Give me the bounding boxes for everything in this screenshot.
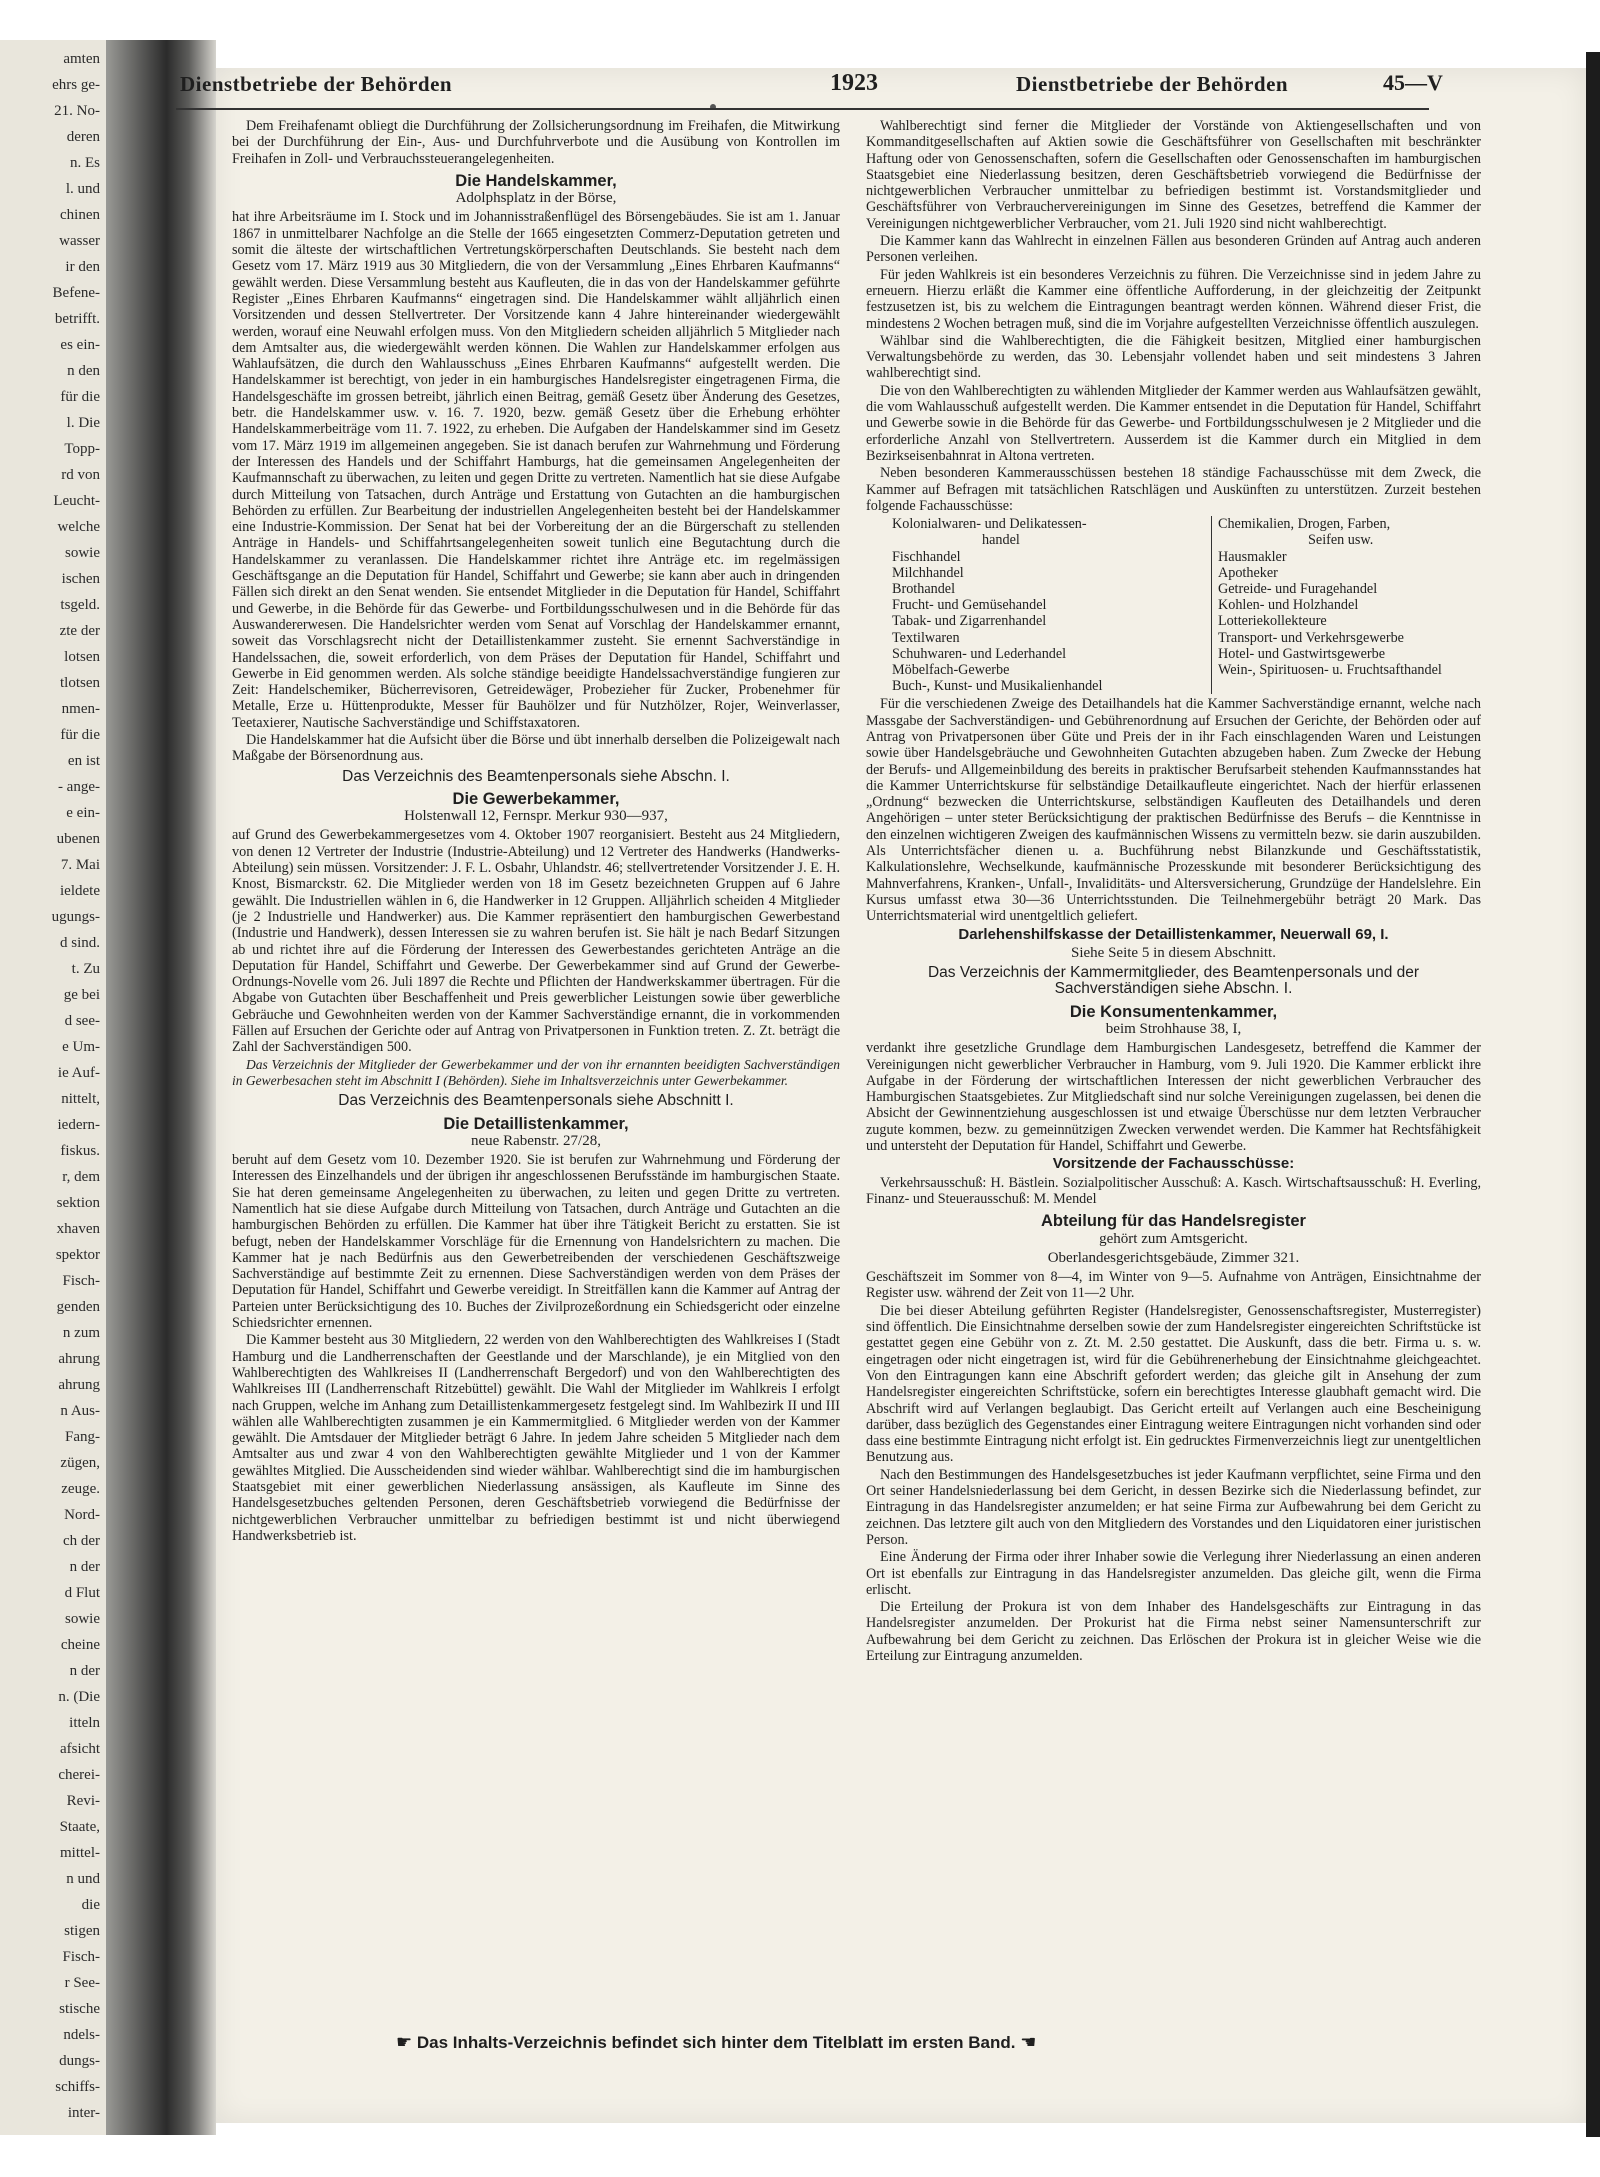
fachausschuesse-list [892,516,1481,694]
handelsregister-text-4: Die Erteilung der Prokura ist von dem Inhaber des Handelsgeschäfts zur Eintragung in das Handelsregister anzumelden. Der Prokurist hat die Firma nebst seiner Namensunterschrift zur Aufbewahrung bei dem Gericht zu zeichnen. Das Erlöschen der Prokura ist in gleicher Weise wie die Erteilung zur Eintragung anzumelden. [866,1599,1481,1664]
handelskammer-text-2: Die Handelskammer hat die Aufsicht über die Börse und übt innerhalb derselben die Polizeigewalt nach Maßgabe der Börsenordnung aus. [232,731,840,765]
fachausschuss-item: Getreide- und Furagehandel [1218,580,1378,597]
fachausschuss-item: Kolonialwaren- und Delikatessen- [892,516,1087,533]
margin-fragment: n der [69,1663,100,1679]
gewerbekammer-title: Die Gewerbekammer, [452,789,620,808]
handelsregister-title: Abteilung für das Handelsregister [1041,1212,1306,1231]
margin-fragment: cherei- [58,1767,100,1783]
margin-fragment: tlotsen [60,675,100,691]
running-header-left: Dienstbetriebe der Behörden [180,72,453,96]
margin-fragment: mittel- [60,1845,100,1861]
margin-fragment: n Aus- [60,1403,100,1419]
margin-fragment: stigen [64,1923,100,1939]
margin-fragment: genden [56,1299,100,1315]
margin-fragment: Nord- [64,1507,100,1523]
left-page-margin [0,40,106,2135]
margin-fragment: r See- [64,1975,100,1991]
gewerbekammer-note: Das Verzeichnis der Mitglieder der Gewerbekammer und der von ihr ernannten beeidigten Sachverständigen in Gewerbesachen steht im Abschnitt I (Behörden). Siehe im Inhaltsverzeichnis unter Gewerbekammer. [232,1056,840,1088]
book-gutter [106,40,216,2135]
fachausschuss-item: Hausmakler [1218,548,1287,565]
margin-fragment: wasser [59,233,100,249]
margin-fragment: ehrs ge- [52,77,100,93]
margin-fragment: betrifft. [54,311,100,327]
handelsregister-text-2: Nach den Bestimmungen des Handelsgesetzbuches ist jeder Kaufmann verpflichtet, seine Firma und den Ort seiner Handelsniederlassung bei dem Gericht, in dessen Bezirke sich die Niederlassung befindet, zur Eintragung in das Handelsregister anzumelden; er hat seine Firma zur Aufbewahrung bei dem Gericht zu zeichnen. Das letztere gilt auch von den Mitgliedern des Vorstandes und den Liquidatoren einer juristischen Person. [866,1466,1481,1548]
fachausschuesse-list-left [892,516,1212,694]
margin-fragment: spektor [55,1247,100,1263]
margin-fragment: cheine [60,1637,100,1653]
margin-fragment: chinen [60,207,100,223]
margin-fragment: Topp- [64,441,100,457]
fachausschuesse-vorsitzende-heading: Vorsitzende der Fachausschüsse: [1052,1155,1295,1173]
margin-fragment: für die [60,727,100,743]
margin-fragment: n der [69,1559,100,1575]
fachausschuss-item: Möbelfach-Gewerbe [892,661,1010,678]
fachausschuss-item: Frucht- und Gemüsehandel [892,597,1047,614]
gewerbekammer-address: Holstenwall 12, Fernspr. Merkur 930—937, [404,808,668,825]
margin-fragment: n zum [62,1325,100,1341]
pointing-hand-left-icon: ☚ [1020,2032,1037,2052]
gewerbekammer-text: auf Grund des Gewerbekammergesetzes vom 4. Oktober 1907 reorganisiert. Besteht aus 24 Mitgliedern, von denen 12 Vertreter der Industrie (Industrie-Abteilung) und 12 Vertreter des Handwerks (Handwerks-Abteilung) sein müssen. Vorsitzender: J. F. L. Osbahr, Uhlandstr. 46; stellvertretender Vorsitzender J. E. H. Knost, Bismarckstr. 62. Die Mitglieder werden von 18 im Gesetz bezeichneten Gruppen auf 6 Jahre gewählt. Die Industriellen wählen in 6, die Handwerker in 12 Gruppen. Alljährlich scheiden 4 Mitglieder (je 2 Industrielle und Handwerker) aus. Die Kammer repräsentiert den hamburgischen Gewerbestand (Industrie und Handwerk), dessen Interessen sie zu wahren berufen ist. Sie hält je nach Bedarf Sitzungen ab und richtet ihre auf die Förderung der Interessen des Gewerbestandes gerichteten Anträge an die Deputation für Handel, Schiffahrt und Gewerbe. Der Gewerbekammer sind auf Grund der Gewerbe-Ordnungs-Novelle vom 26. Juli 1897 die Rechte und Pflichten der Handwerkskammer übertragen. Für die Abgabe von Gutachten über Beschaffenheit und Preis gewerblicher Leistungen sowie über gewerbliche Gebräuche und Gewohnheiten werden von der Kammer Sachverständige ernannt, die in vorkommenden Fällen auf Ersuchen der Gerichte oder auf Antrag von Privatpersonen in Funktion treten. Z. Zt. beträgt die Zahl der Sachverständigen 500. [232,827,840,1056]
page-number: 45—V [1383,70,1443,95]
handelskammer-title: Die Handelskammer, [455,171,617,190]
fachausschuss-item: Buch-, Kunst- und Musikalienhandel [892,678,1103,695]
margin-fragment: sowie [65,545,100,561]
margin-fragment: ubenen [56,831,100,847]
margin-fragment: ugungs- [51,909,100,925]
column-left [232,118,840,1545]
margin-fragment: rd von [61,467,100,483]
fachausschuss-item: Textilwaren [892,629,960,646]
margin-fragment: e ein- [66,805,100,821]
handelskammer-text: hat ihre Arbeitsräume im I. Stock und im Johannisstraßenflügel des Börsengebäudes. Sie ist am 1. Januar 1867 in unmittelbarer Nachfolge an die Stelle der 1665 eingesetzten Commerz-Deputation getreten und somit die älteste der wirtschaftlichen Vertretungskörperschaften Deutschlands. Sie besteht nach dem Gesetz vom 17. März 1919 aus 30 Mitgliedern, die von der Versammlung „Eines Ehrbaren Kaufmanns“ gewählt werden. Diese Versammlung besteht aus Kaufleuten, die in das von der Handelskammer geführte Register „Eines Ehrbaren Kaufmanns“ eingetragen sind. Die Handelskammer wählt alljährlich einen Vorsitzenden und dessen Stellvertreter. Der Vorsitzende kann 4 Jahre hintereinander wiedergewählt werden, worauf eine Neuwahl erfolgen muss. Von den Mitgliedern scheiden alljährlich 5 Mitglieder nach dem Amtsalter aus, die wiedergewählt werden können. Die Wahlen zur Handelskammer erfolgen aus Wahlaufsätzen, die durch den Wahlausschuss „Eines Ehrbaren Kaufmanns“ aufgestellt werden. Die Handelskammer ist berechtigt, von jeder in ein hamburgisches Handelsregister eingetragenen Firma, die Handelsgeschäfte im grossen betreibt, jährlich einen Beitrag, gemäß Gesetz über Änderung des Gesetzes, betr. die Handelskammer usw. v. 16. 7. 1920, bezw. gemäß Gesetz über die Erhebung erhöhter Handelskammerbeiträge vom 11. 7. 1922, zu erheben. Die Aufgaben der Handelskammer sind im Gesetz vom 17. März 1919 im allgemeinen angegeben. Sie ist danach berufen zur Wahrnehmung und Förderung der Interessen des Handels und der Schiffahrt Hamburgs, hat die gemeinsamen Angelegenheiten der Kaufmannschaft zu überwachen, zu leiten und gegen Dritte zu vertreten. Namentlich hat sie diese Aufgabe durch Mitteilung von Tatsachen, durch Anträge und Erstattung von Gutachten an die hamburgischen Behörden zu erfüllen. Zur Bearbeitung der industriellen Angelegenheiten besteht bei der Handelskammer eine Industrie-Kommission. Der Senat hat bei der Vorbereitung der an die Bürgerschaft zu stellenden Anträge in Handels- und Schiffahrtsangelegenheiten soweit tunlich eine Begutachtung durch die Handelskammer zu veranlassen. Die Handelskammer richtet ihre Anträge etc. im regelmässigen Geschäftsgange an die Deputation für Handel, Schiffahrt und Gewerbe; sie kann aber auch in dringenden Fällen sich direkt an den Senat wenden. Sie entsendet Mitglieder in die Deputation für Handel, Schiffahrt und Gewerbe, in die Behörde für das Gewerbe- und Fortbildungsschulwesen und in die Behörde für das Auswandererwesen. Die Handelsrichter werden vom Senat auf Vorschlag der Handelskammer ernannt, soweit das Vorschlagsrecht nicht der Detaillistenkammer zusteht. Sie ernennt Sachverständige in Handelssachen, die, soweit erforderlich, von dem Präses der Deputation für Handel, Schiffahrt und Gewerbe in Eid genommen werden. Als solche ständige beeidigte Handelssachverständige fungieren zur Zeit: Handelschemiker, Bücherrevisoren, Getreidewäger, Probezieher für Zucker, Probenehmer für Metalle, Erze u. Hüttenprodukte, Messer für Bauhölzer und für Nutzhölzer, Rojer, Weinverlasser, Teetaxierer, Nautische Sachverständige und Schiffstaxatoren. [232,209,840,731]
margin-fragment: Fisch- [62,1273,100,1289]
margin-fragment: ahrung [58,1377,100,1393]
handelskammer-address: Adolphsplatz in der Börse, [455,190,617,207]
margin-fragment: n. Es [70,155,100,171]
fachausschuesse-list-right [1218,516,1446,694]
fachausschuss-item: Lotteriekollekteure [1218,613,1327,630]
gewerbekammer-reference: Das Verzeichnis des Beamtenpersonals siehe Abschnitt I. [338,1092,734,1110]
margin-fragment: d Flut [64,1585,100,1601]
darlehenskasse-heading: Darlehenshilfskasse der Detaillistenkammer, Neuerwall 69, I. [958,925,1389,943]
margin-fragment: - ange- [57,779,100,795]
fachausschuss-item: Milchhandel [892,564,964,581]
handelsregister-hours: Geschäftszeit im Sommer von 8—4, im Winter von 9—5. Aufnahme von Anträgen, Einsichtnahme der Register usw. während der Zeit von 11—2 Uhr. [866,1269,1481,1302]
handelsregister-location: Oberlandesgerichtsgebäude, Zimmer 321. [1047,1249,1300,1266]
konsumentenkammer-address: beim Strohhause 38, I, [1105,1021,1242,1037]
footer-text: Das Inhalts-Verzeichnis befindet sich hinter dem Titelblatt im ersten Band. [416,2033,1016,2052]
margin-fragment: iedern- [57,1117,100,1133]
verzeichnis-text: Für jeden Wahlkreis ist ein besonderes Verzeichnis zu führen. Die Verzeichnisse sind in jedem Jahre zu erneuern. Hierzu erläßt die Kammer eine öffentliche Aufforderung, in der gleichzeitig der Zeitpunkt festzusetzen ist, bis zu welchem die Eintragungen beantragt werden können. Während dieser Frist, die mindestens 2 Wochen betragen muß, sind die im Vorjahre aufgestellten Verzeichnisse öffentlich auszulegen. [866,266,1481,332]
margin-fragment: ie Auf- [57,1065,100,1081]
fachausschuss-item: Fischhandel [892,548,961,565]
fachausschuss-item: Kohlen- und Holzhandel [1218,597,1359,614]
fachausschuesse-vorsitzende: Verkehrsausschuß: H. Bästlein. Sozialpolitischer Ausschuß: A. Kasch. Wirtschaftsausschuß: H. Everling, Finanz- und Steuerausschuß: M. Mendel [866,1174,1481,1207]
margin-fragment: amten [63,51,100,67]
margin-fragment: nmen- [61,701,100,717]
margin-fragment: fiskus. [60,1143,100,1159]
margin-fragment: Fang- [65,1429,100,1445]
margin-fragment: ieldete [60,883,100,899]
margin-fragment: für die [60,389,100,405]
margin-fragment: d sind. [59,935,100,951]
margin-fragment: zügen, [60,1455,100,1471]
running-header-year: 1923 [830,70,878,96]
margin-fragment: ahrung [58,1351,100,1367]
fachausschuss-item: Transport- und Verkehrsgewerbe [1218,629,1404,646]
wahlberechtigt-text: Wahlberechtigt sind ferner die Mitglieder der Vorstände von Aktiengesellschaften und von Kommanditgesellschaften auf Aktien sowie die Geschäftsführer von Gesellschaften mit beschränkter Haftung oder von Genossenschaften, sofern die Gesellschaften oder Genossenschaften im hamburgischen Staatsgebiet eine Niederlassung besitzen, deren Geschäftsbetrieb vorwiegend die Bedürfnisse der nichtgewerblichen Verbraucher unmittelbar zu befriedigen bestimmt ist. Vorstandsmitglieder und Geschäftsführer von Verbrauchervereinigungen im Sinne des Gesetzes, betreffend die Kammer der Vereinigungen nichtgewerblicher Verbraucher, vom 21. Juli 1920 sind nicht wahlberechtigt. [866,118,1481,232]
margin-fragment: 21. No- [54,103,100,119]
detaillistenkammer-text-2: Die Kammer besteht aus 30 Mitgliedern, 22 werden von den Wahlberechtigten des Wahlkreises I (Stadt Hamburg und die Landherrenschaften der Geestlande und der Marschlande), je ein Mitglied von den Wahlberechtigten des Wahlkreises II (Landherrenschaft Bergedorf) und von den Wahlberechtigten des Wahlkreises III (Landherrenschaft Ritzebüttel) gewählt. Die Wahl der Mitglieder im Wahlkreis I erfolgt nach Gruppen, welche im Anhang zum Detaillistenkammergesetz festgelegt sind. Im Wahlbezirk II und III wählen alle Wahlberechtigten zusammen je ein Kammermitglied. 6 Mitglieder werden von der Kammer gewählt. Die Amtsdauer der Mitglieder beträgt 6 Jahre. In jedem Jahre scheiden 5 Mitglieder nach dem Amtsalter aus und zwar 4 von den Wahlberechtigten gewählte Mitglieder und 1 von der Kammer gewähltes Mitglied. Die Ausscheidenden sind wieder wählbar. Wahlberechtigt sind die im hamburgischen Staatsgebiet mit einer gewerblichen Niederlassung ansässigen, als Kaufleute im Sinne des Handelsgesetzbuches geltenden Personen, deren Geschäftsbetrieb vorwiegend die Bedürfnisse der nichtgewerblichen Verbraucher unmittelbar zu befriedigen bestimmt ist und nicht überwiegend Handwerksbetrieb ist. [232,1332,840,1544]
fachausschuss-item: Seifen usw. [1308,532,1374,549]
margin-fragment: 7. Mai [60,857,100,873]
margin-fragment: n. (Die [58,1689,100,1705]
margin-fragment: sowie [65,1611,100,1627]
fachausschuss-item: Wein-, Spirituosen- u. Fruchtsafthandel [1218,661,1442,678]
margin-fragment: lotsen [64,649,100,665]
fachausschuss-item: Schuhwaren- und Lederhandel [892,645,1067,662]
footer-note [396,2032,1036,2053]
margin-fragment: ge bei [63,987,100,1003]
margin-fragment: l. Die [66,415,100,431]
margin-fragment: n und [66,1871,100,1887]
margin-fragment: schiffs- [55,2079,100,2095]
margin-fragment: afsicht [60,1741,100,1757]
fachausschuesse-text: Neben besonderen Kammerausschüssen bestehen 18 ständige Fachausschüsse mit dem Zweck, die Kammer auf Befragen mit tatsächlichen Ratschlägen und Auskünften zu unterstützen. Zurzeit bestehen folgende Fachausschüsse: [866,465,1481,514]
sachverstaendige-text: Für die verschiedenen Zweige des Detailhandels hat die Kammer Sachverständige ernannt, welche nach Massgabe der Sachverständigen- und Gebührenordnung auf Ersuchen der Gerichte, der Behörden oder auf Antrag von Privatpersonen über Güte und Preis der in ihr Fach einschlagenden Waren und Leistungen sowie über Handelsgebräuche und Gewohnheiten Gutachten abzugeben haben. Zum Zwecke der Hebung der Berufs- und Allgemeinbildung des bereits in praktischer Berufsarbeit stehenden Kaufmannsstandes hat die Kammer Unterrichtskurse für selbständige Detailkaufleute eingerichtet. Nach der hierfür erlassenen „Ordnung“ bezwecken die Unterrichtskurse, selbständigen Kaufleuten des Detailhandels und deren Angehörigen – unter steter Berücksichtigung der praktischen Bedürfnisse des Berufs – die Kenntnisse in den einzelnen wichtigeren Zweigen des kaufmännischen Wissens zu vermitteln bezw. sie darin auszubilden. Als Unterrichtsfächer dienen u. a. Buchführung nebst Bilanzkunde und Geschäftsstatistik, Kalkulationslehre, Wechselkunde, kaufmännische Prozesskunde mit besonderer Berücksichtigung des Mahnverfahrens, Kranken-, Unfall-, Invaliditäts- und Altersversicherung, Grundzüge der Handelslehre. Ein Kursus umfasst etwa 30—36 Unterrichtsstunden. Die Teilnehmergebühr beträgt 20 Mark. Das Unterrichtsmaterial wird unentgeltlich geliefert. [866,696,1481,925]
konsumentenkammer-title: Die Konsumentenkammer, [1069,1002,1278,1021]
detaillistenkammer-text: beruht auf dem Gesetz vom 10. Dezember 1920. Sie ist berufen zur Wahrnehmung und Förderung der Interessen des Einzelhandels und der übrigen ihr angeschlossenen Berufsstände im hamburgischen Staate. Sie hat deren gemeinsame Angelegenheiten zu überwachen, zu leiten und gegen Dritte zu vertreten. Namentlich hat sie diese Aufgabe durch Mitteilung von Tatsachen, durch Anträge und Gutachten an die hamburgischen Behörden zu erfüllen. Die Kammer hat über ihre Tätigkeit Bericht zu erstatten. Sie ist befugt, neben der Handelskammer Vorschläge für die Ernennung von Handelsrichtern zu machen. Die Kammer hat je nach Bedürfnis aus den Gewerbetreibenden der verschiedenen Geschäftszweige Sachverständige auf bestimmte Zeit zu ernennen. Diese Sachverständigen werden von dem Präses der Deputation für Handel, Schiffahrt und Gewerbe vereidigt. In Streitfällen kann die Kammer auf Antrag der Parteien unter Berücksichtigung des 10. Buches der Zivilprozeßordnung ein Schiedsgericht oder einzelne Schiedsrichter ernennen. [232,1152,840,1332]
margin-fragment: itteln [69,1715,100,1731]
margin-fragment: die [81,1897,100,1913]
margin-fragment: l. und [65,181,100,197]
margin-fragment: dungs- [59,2053,100,2069]
margin-fragment: deren [66,129,100,145]
margin-fragment: nittelt, [61,1091,100,1107]
pointing-hand-icon: ☛ [396,2032,413,2052]
handelsregister-text: Die bei dieser Abteilung geführten Register (Handelsregister, Genossenschaftsregister, Musterregister) sind öffentlich. Die Einsichtnahme derselben sowie der zum Handelsregister eingereichten Schriftstücke ist gestattet gegen eine Gebühr von z. Zt. M. 2.50 gestattet. Die Auskunft, dass die betr. Firma u. s. w. eingetragen oder nicht eingetragen ist, wird für die Gebührenerhebung der Einsichtnahme gleichgeachtet. Von den Eintragungen kann eine Abschrift gefordert werden; das gleiche gilt in Ansehung der zum Handelsregister eingereichten Schriftstücke, sofern ein berechtigtes Interesse glaubhaft gemacht wird. Die Abschrift wird auf Verlangen beglaubigt. Das Gericht erteilt auf Verlangen auch eine Bescheinigung darüber, dass bezüglich des Gegenstandes einer Eintragung weitere Eintragungen nicht vorhanden sind oder dass eine bestimmte Eintragung nicht erfolgt ist. Ein gedrucktes Firmenverzeichnis liegt zur unentgeltlichen Benutzung aus. [866,1302,1481,1466]
handelsregister-subtitle: gehört zum Amtsgericht. [1099,1230,1248,1247]
fachausschuss-item: handel [982,532,1020,549]
fachausschuss-item: Chemikalien, Drogen, Farben, [1218,516,1391,533]
margin-fragment: n den [67,363,100,379]
margin-fragment: es ein- [60,337,100,353]
running-header-right: Dienstbetriebe der Behörden [1016,72,1289,96]
margin-fragment: stische [59,2001,100,2017]
margin-fragment: zeuge. [61,1481,100,1497]
waehlbar-text: Wählbar sind die Wahlberechtigten, die die Fähigkeit besitzen, Mitglied einer hamburgischen Verwaltungsbehörde zu werden, das 30. Lebensjahr vollendet haben und seit mindestens 3 Jahren wahlberechtigt sind. [866,332,1481,382]
column-right [866,118,1481,1665]
margin-fragment: en ist [67,753,100,769]
konsumentenkammer-text: verdankt ihre gesetzliche Grundlage dem Hamburgischen Landesgesetz, betreffend die Kammer der Vereinigungen nicht gewerblicher Verbraucher in Hamburg, vom 9. Juli 1920. Die Kammer erblickt ihre Aufgabe in der Förderung der wirtschaftlichen Interessen der nicht gewerblichen Verbraucher des Hamburgischen Staatsgebietes. Zur Mitgliedschaft sind nur solche Vereinigungen zugelassen, bei denen die Absicht der Gewinnentziehung ausgeschlossen ist und etwaige Überschüsse nur dem letzten Verbraucher zugute kommen, bezw. zu gemeinnützigen Zwecken verwendet werden. Die Kammer hat Rechtsfähigkeit und untersteht der Deputation für Handel, Schiffahrt und Gewerbe. [866,1040,1481,1155]
fachausschuss-item: Tabak- und Zigarrenhandel [892,613,1047,630]
freihafenamt-text: Dem Freihafenamt obliegt die Durchführung der Zollsicherungsordnung im Freihafen, die Mitwirkung bei der Durchführung der Ein-, Aus- und Durchfuhrverbote und die Ausübung von Kontrollen im Freihafen in Zoll- und Verbrauchssteuerangelegenheiten. [232,118,840,167]
detaillistenkammer-address: neue Rabenstr. 27/28, [471,1132,601,1149]
margin-fragment: Leucht- [53,493,100,509]
scan-edge [1586,52,1600,2137]
margin-fragment: Staate, [59,1819,100,1835]
detaillistenkammer-reference: Das Verzeichnis der Kammermitglieder, des Beamtenpersonals und der Sachverständigen siehe Abschn. I. [927,964,1420,998]
handelsregister-text-3: Eine Änderung der Firma oder ihrer Inhaber sowie die Verlegung ihrer Niederlassung an einen anderen Ort ist ebenfalls zur Eintragung in das Handelsregister anzumelden. Das gleiche gilt, wenn die Firma erlischt. [866,1549,1481,1598]
margin-fragment: welche [57,519,100,535]
margin-fragment: e Um- [62,1039,100,1055]
darlehenskasse-reference: Siehe Seite 5 in diesem Abschnitt. [1071,944,1276,961]
fachausschuss-item: Brothandel [892,580,956,597]
margin-fragment: ndels- [63,2027,100,2043]
margin-fragment: ch der [62,1533,100,1549]
margin-fragment: sektion [56,1195,100,1211]
wahlrecht-text: Die Kammer kann das Wahlrecht in einzelnen Fällen aus besonderen Gründen auf Antrag auch anderen Personen verleihen. [866,233,1481,266]
margin-fragment: d see- [64,1013,100,1029]
margin-fragment: xhaven [56,1221,100,1237]
handelskammer-reference: Das Verzeichnis des Beamtenpersonals siehe Abschn. I. [342,767,730,785]
margin-fragment: Fisch- [62,1949,100,1965]
margin-fragment: inter- [67,2105,100,2121]
header-rule [176,108,1429,110]
margin-fragment: tsgeld. [60,597,100,613]
margin-fragment: Revi- [66,1793,100,1809]
margin-fragment: r, dem [62,1169,100,1185]
margin-fragment: t. Zu [71,961,100,977]
margin-fragment: zte der [59,623,100,639]
wahlaufsaetze-text: Die von den Wahlberechtigten zu wählenden Mitglieder der Kammer werden aus Wahlaufsätzen gewählt, die vom Wahlausschuß aufgestellt werden. Die Kammer entsendet in die Deputation für Handel, Schiffahrt und Gewerbe sowie in die Behörde für das Gewerbe- und Fortbildungsschulwesen je 2 Mitglieder und die erforderliche Anzahl von Stellvertretern. Ausserdem ist die Kammer durch ein Mitglied in dem Bezirkseisenbahnrat in Altona vertreten. [866,382,1481,464]
margin-fragment: Befene- [52,285,100,301]
fachausschuss-item: Hotel- und Gastwirtsgewerbe [1218,645,1386,662]
fachausschuss-item: Apotheker [1218,564,1278,581]
margin-fragment: ir den [65,259,100,275]
detaillistenkammer-title: Die Detaillistenkammer, [443,1114,629,1133]
margin-fragment: ischen [61,571,100,587]
